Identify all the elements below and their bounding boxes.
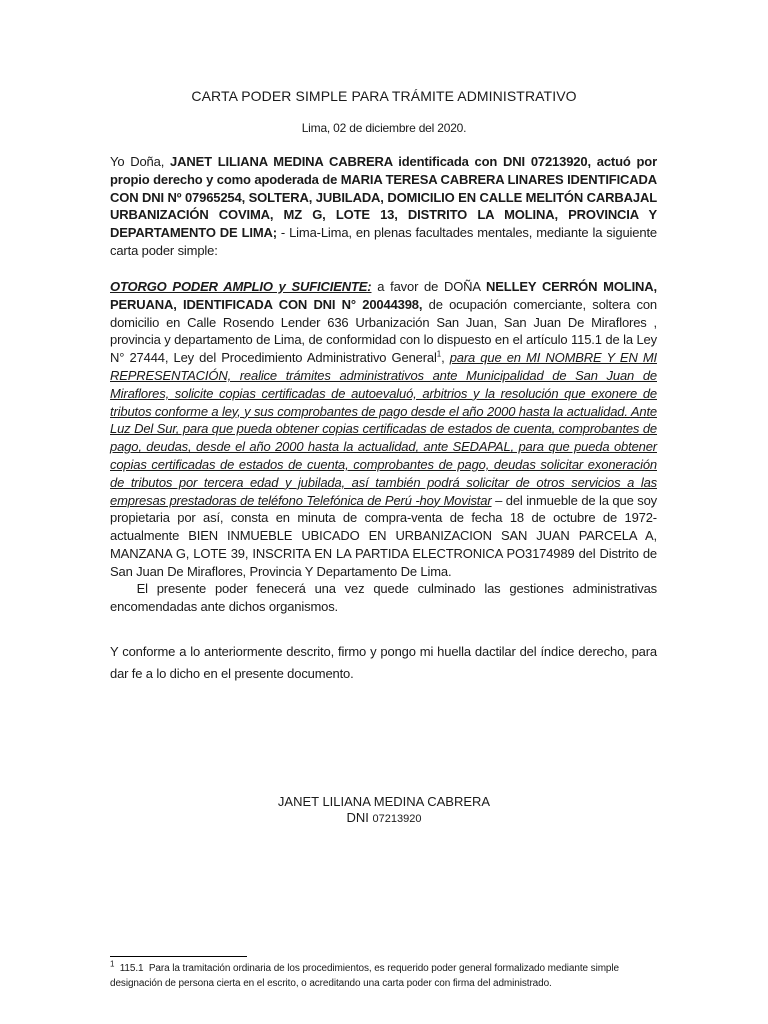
- date-line: Lima, 02 de diciembre del 2020.: [301, 121, 467, 135]
- document-title: CARTA PODER SIMPLE PARA TRÁMITE ADMINISTRATIVO: [191, 88, 577, 104]
- footnote: [110, 959, 660, 991]
- grant-a-favor: a favor de DOÑA: [371, 279, 487, 294]
- grantor-intro: Yo Doña,: [110, 154, 171, 169]
- signature-name: JANET LILIANA MEDINA CABRERA: [277, 794, 491, 809]
- signature-dni: [0, 810, 768, 825]
- signature-dni-label: DNI: [346, 810, 373, 825]
- grant-comma: ,: [441, 350, 450, 366]
- footnote-text: 115.1 Para la tramitación ordinaria de los procedimientos, es requerido poder general formalizado mediante simple designación de persona cierta en el escrito, o acreditando una carta poder con firma del administrado.: [110, 963, 622, 989]
- grantor-identity: JANET LILIANA MEDINA CABRERA identificada con DNI 07213920, actuó por propio derecho y como apoderada de MARIA TERESA CABRERA LINARES IDENTIFICADA CON DNI Nº 07965254, SOLTERA, JUBILADA, DOMICILIO EN CALLE MELITÓN CARBAJAL URBANIZACIÓN COVIMA, MZ G, LOTE 13, DISTRITO LA MOLINA, PROVINCIA Y DEPARTAMENTO DE LIMA;: [110, 154, 657, 241]
- footnote-ref: 1: [436, 349, 442, 359]
- paragraph-closing: Y conforme a lo anteriormente descrito, firmo y pongo mi huella dactilar del índice derecho, para dar fe a lo dicho en el presente documento.: [110, 644, 657, 681]
- grant-text-2: – del inmueble de la que soy propietaria por así, consta en minuta de compra-venta de fecha 18 de octubre de 1972- actualmente BIEN INMUEBLE UBICADO EN URBANIZACION SAN JUAN PARCELA A, MANZANA G, LOTE 39, INSCRITA EN LA PARTIDA ELECTRONICA PO3174989 del Distrito de San Juan De Miraflores, Provincia Y Departamento De Lima.: [110, 492, 658, 579]
- paragraph-power-grant: [110, 278, 657, 581]
- grant-text-1: de ocupación comerciante, soltera con domicilio en Calle Rosendo Lender 636 Urbanización San Juan, San Juan De Miraflores , provincia y departamento de Lima, de conformidad con lo dispuesto en el artículo 115.1 de la Ley N° 27444, Ley del Procedimiento Administrativo General: [110, 296, 657, 366]
- paragraph-grantor: [110, 153, 657, 260]
- grant-heading: OTORGO PODER AMPLIO y SUFICIENTE:: [110, 279, 372, 294]
- grant-powers-underlined: para que en MI NOMBRE Y EN MI REPRESENTACIÓN, realice trámites administrativos ante Municipalidad de San Juan de Miraflores, solicite copias certificadas de autoevaluó, arbitrios y la resolución que exonere de tributos conforme a ley, y sus comprobantes de pago desde el año 2000 hasta la actualidad. Ante Luz Del Sur, para que pueda obtener copias certificadas de estados de cuenta, comprobantes de pago, deudas, desde el año 2000 hasta la actualidad, ante SEDAPAL, para que pueda obtener copias certificadas de estados de cuenta, comprobantes de pago, deudas solicitar exoneración de tributos por tercera edad y jubilada, así también podrá solicitar de otros servicios a las empresas prestadoras de teléfono Telefónica de Perú -hoy Movistar: [110, 350, 657, 508]
- signature-dni-number: 07213920: [372, 813, 422, 825]
- grantor-rest: - Lima-Lima, en plenas facultades mentales, mediante la siguiente carta poder simple:: [110, 225, 657, 258]
- footnote-marker: 1: [110, 959, 115, 969]
- paragraph-expiry: El presente poder fenecerá una vez quede culminado las gestiones administrativas encomendadas ante dichos organismos.: [110, 581, 661, 614]
- footnote-divider: [110, 956, 247, 957]
- grantee-identity: NELLEY CERRÓN MOLINA, PERUANA, IDENTIFICADA CON DNI N° 20044398,: [110, 279, 657, 312]
